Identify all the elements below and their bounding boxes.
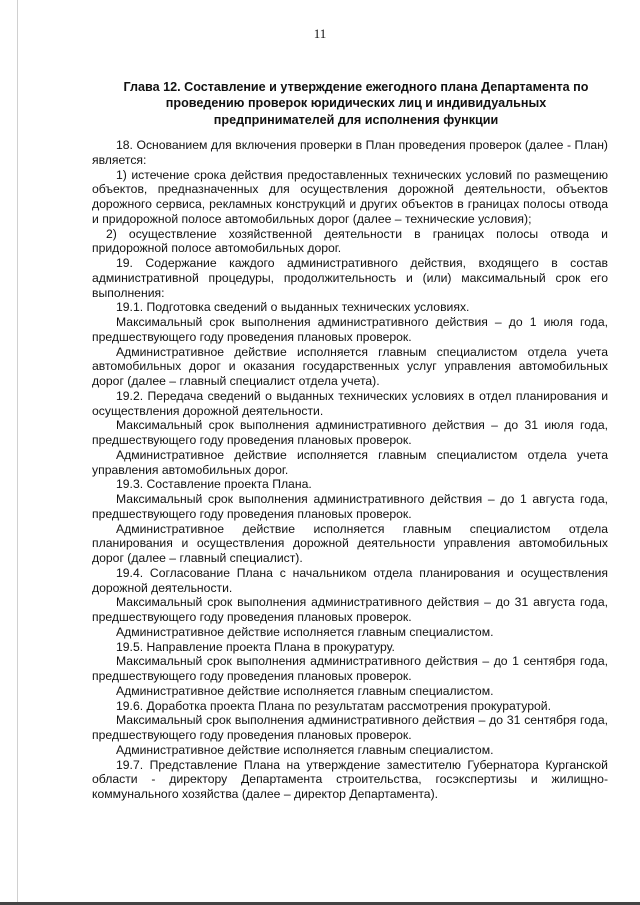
paragraph: 19.6. Доработка проекта Плана по результатам рассмотрения прокуратурой. — [116, 698, 551, 713]
paragraph: Административное действие исполняется главным специалистом отдела учета управления автомобильных дорог. — [92, 447, 608, 477]
paragraph: Максимальный срок выполнения административного действия – до 1 сентября года, предшествующего году проведения плановых проверок. — [92, 654, 608, 683]
paragraph: Административное действие исполняется главным специалистом. — [116, 683, 494, 698]
paragraph: 19.7. Представление Плана на утверждение заместителю Губернатора Курганской области - директору Департамента строительства, госэкспертизы и жилищно-коммунального хозяйства (далее – директор Департамента). — [92, 757, 608, 801]
paragraph: 19.1. Подготовка сведений о выданных технических условиях. — [116, 300, 470, 315]
document-body — [92, 138, 608, 802]
paragraph: Административное действие исполняется главным специалистом отдела учета автомобильных дорог и оказания государственных услуг управления автомобильных дорог (далее – главный специалист отдела учета). — [92, 344, 608, 388]
paragraph: 19. Содержание каждого административного действия, входящего в состав административной процедуры, продолжительность и (или) максимальный срок его выполнения: — [92, 256, 608, 300]
page-number: 11 — [313, 26, 327, 41]
paragraph: Максимальный срок выполнения административного действия – до 1 июля года, предшествующего году проведения плановых проверок. — [92, 315, 608, 344]
paragraph: 2) осуществление хозяйственной деятельности в границах полосы отвода и придорожной полосе автомобильных дорог. — [92, 226, 608, 256]
paragraph: Максимальный срок выполнения административного действия – до 31 сентября года, предшествующего году проведения плановых проверок. — [92, 713, 608, 742]
chapter-title: Глава 12. Составление и утверждение ежегодного плана Департамента по проведению проверок юридических лиц и индивидуальных предпринимателей для исполнения функции — [123, 80, 589, 127]
paragraph: 1) истечение срока действия предоставленных технических условий по размещению объектов, предназначенных для осуществления дорожной деятельности, объектов дорожного сервиса, рекламных конструкций и других объектов в границах полосы отвода и придорожной полосе автомобильных дорог (далее – технические условия); — [92, 167, 608, 226]
paragraph: Административное действие исполняется главным специалистом отдела планирования и осуществления дорожной деятельности управления автомобильных дорог (далее – главный специалист). — [92, 521, 608, 565]
paragraph: 19.3. Составление проекта Плана. — [116, 477, 312, 492]
paragraph: Максимальный срок выполнения административного действия – до 1 августа года, предшествующего году проведения плановых проверок. — [92, 492, 608, 521]
paragraph: 18. Основанием для включения проверки в План проведения проверок (далее - План) является: — [92, 138, 608, 167]
paragraph: 19.2. Передача сведений о выданных технических условиях в отдел планирования и осуществления дорожной деятельности. — [92, 388, 608, 418]
paragraph: 19.4. Согласование Плана с начальником отдела планирования и осуществления дорожной деятельности. — [92, 565, 608, 595]
paragraph: Максимальный срок выполнения административного действия – до 31 июля года, предшествующего году проведения плановых проверок. — [92, 418, 608, 447]
paragraph: Административное действие исполняется главным специалистом. — [116, 624, 494, 639]
paragraph: Административное действие исполняется главным специалистом. — [116, 742, 494, 757]
paragraph: 19.5. Направление проекта Плана в прокуратуру. — [116, 639, 395, 654]
paragraph: Максимальный срок выполнения административного действия – до 31 августа года, предшествующего году проведения плановых проверок. — [92, 595, 608, 624]
scan-left-edge — [17, 0, 18, 905]
